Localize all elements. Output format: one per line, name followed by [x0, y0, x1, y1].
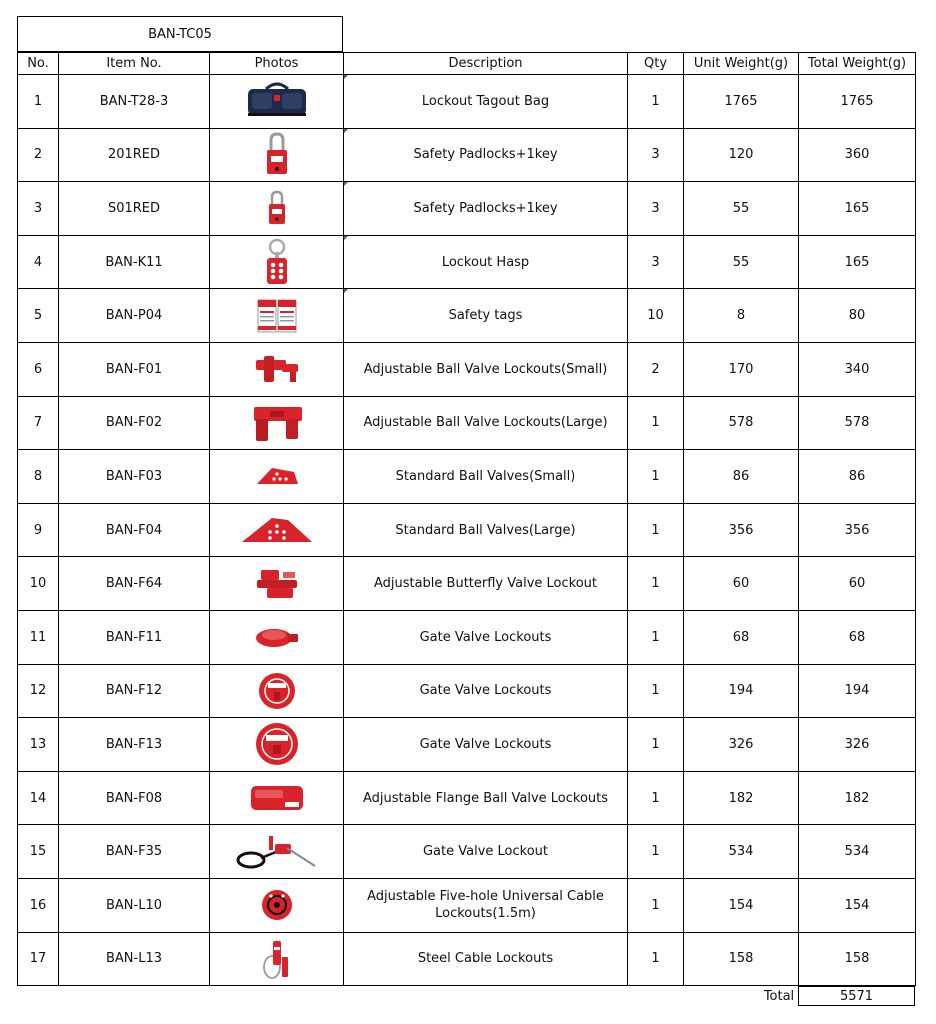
row-item-no: BAN-L10: [59, 878, 210, 932]
table-row: [18, 932, 916, 986]
table-row: [18, 450, 916, 504]
row-qty: 1: [628, 396, 684, 450]
row-description: Gate Valve Lockouts: [344, 664, 628, 718]
row-description: Adjustable Ball Valve Lockouts(Large): [344, 396, 628, 450]
row-description: Standard Ball Valves(Small): [344, 450, 628, 504]
header-row: [18, 53, 916, 75]
row-photo: [210, 235, 344, 289]
small-padlock-icon: [265, 188, 289, 228]
table-row: [18, 235, 916, 289]
row-unit-weight: 326: [684, 718, 799, 772]
row-description: Safety tags: [344, 289, 628, 343]
header-unit-weight: Unit Weight(g): [684, 53, 799, 75]
row-item-no: BAN-F13: [59, 718, 210, 772]
row-item-no: BAN-K11: [59, 235, 210, 289]
row-no: 16: [18, 878, 59, 932]
row-qty: 1: [628, 718, 684, 772]
row-no: 17: [18, 932, 59, 986]
row-total-weight: 356: [799, 503, 916, 557]
row-no: 4: [18, 235, 59, 289]
row-photo: [210, 557, 344, 611]
table-row: [18, 182, 916, 236]
row-photo: [210, 932, 344, 986]
row-photo: [210, 396, 344, 450]
row-total-weight: 182: [799, 771, 916, 825]
header-description: Description: [344, 53, 628, 75]
row-unit-weight: 1765: [684, 75, 799, 129]
row-item-no: BAN-F03: [59, 450, 210, 504]
gate-valve-medium-icon: [256, 670, 298, 712]
row-photo: [210, 289, 344, 343]
row-photo: [210, 664, 344, 718]
table-row: [18, 610, 916, 664]
row-no: 10: [18, 557, 59, 611]
tags-icon: [256, 297, 298, 335]
row-unit-weight: 86: [684, 450, 799, 504]
row-description: Standard Ball Valves(Large): [344, 503, 628, 557]
row-qty: 1: [628, 771, 684, 825]
row-description: Lockout Tagout Bag: [344, 75, 628, 129]
row-photo: [210, 75, 344, 129]
row-description: Adjustable Flange Ball Valve Lockouts: [344, 771, 628, 825]
row-photo: [210, 825, 344, 879]
row-item-no: S01RED: [59, 182, 210, 236]
row-qty: 2: [628, 342, 684, 396]
row-item-no: 201RED: [59, 128, 210, 182]
row-qty: 3: [628, 182, 684, 236]
ball-valve-small-icon: [252, 352, 302, 386]
row-total-weight: 1765: [799, 75, 916, 129]
row-no: 3: [18, 182, 59, 236]
row-total-weight: 326: [799, 718, 916, 772]
row-description: Gate Valve Lockouts: [344, 610, 628, 664]
row-photo: [210, 128, 344, 182]
row-unit-weight: 60: [684, 557, 799, 611]
row-qty: 3: [628, 235, 684, 289]
row-item-no: BAN-P04: [59, 289, 210, 343]
row-no: 5: [18, 289, 59, 343]
row-qty: 1: [628, 503, 684, 557]
row-item-no: BAN-F08: [59, 771, 210, 825]
standard-valve-small-icon: [254, 464, 300, 488]
row-item-no: BAN-F64: [59, 557, 210, 611]
row-unit-weight: 578: [684, 396, 799, 450]
items-table: [17, 52, 916, 986]
gate-valve-large-icon: [254, 721, 300, 767]
row-description: Gate Valve Lockouts: [344, 718, 628, 772]
row-description: Safety Padlocks+1key: [344, 182, 628, 236]
row-photo: [210, 610, 344, 664]
bag-icon: [242, 81, 312, 121]
row-unit-weight: 8: [684, 289, 799, 343]
row-unit-weight: 154: [684, 878, 799, 932]
row-total-weight: 80: [799, 289, 916, 343]
row-item-no: BAN-F12: [59, 664, 210, 718]
row-total-weight: 165: [799, 182, 916, 236]
flange-valve-icon: [247, 782, 307, 814]
table-row: [18, 878, 916, 932]
row-photo: [210, 718, 344, 772]
row-item-no: BAN-F04: [59, 503, 210, 557]
row-total-weight: 578: [799, 396, 916, 450]
row-qty: 1: [628, 664, 684, 718]
padlock-icon: [262, 132, 292, 178]
row-unit-weight: 182: [684, 771, 799, 825]
row-total-weight: 68: [799, 610, 916, 664]
row-qty: 1: [628, 878, 684, 932]
row-unit-weight: 170: [684, 342, 799, 396]
row-description: Steel Cable Lockouts: [344, 932, 628, 986]
row-unit-weight: 55: [684, 235, 799, 289]
row-item-no: BAN-L13: [59, 932, 210, 986]
row-total-weight: 86: [799, 450, 916, 504]
row-photo: [210, 503, 344, 557]
row-photo: [210, 878, 344, 932]
row-item-no: BAN-T28-3: [59, 75, 210, 129]
row-no: 11: [18, 610, 59, 664]
row-description: Lockout Hasp: [344, 235, 628, 289]
row-description: Adjustable Five-hole Universal Cable Lockouts(1.5m): [344, 878, 628, 932]
kit-title: BAN-TC05: [17, 16, 343, 52]
gate-valve-cable-icon: [235, 832, 319, 872]
row-qty: 3: [628, 128, 684, 182]
table-row: [18, 503, 916, 557]
row-total-weight: 154: [799, 878, 916, 932]
header-item-no: Item No.: [59, 53, 210, 75]
row-photo: [210, 450, 344, 504]
row-total-weight: 360: [799, 128, 916, 182]
row-total-weight: 60: [799, 557, 916, 611]
header-photos: Photos: [210, 53, 344, 75]
standard-valve-large-icon: [240, 514, 314, 546]
row-item-no: BAN-F01: [59, 342, 210, 396]
ball-valve-large-icon: [248, 403, 306, 443]
header-no: No.: [18, 53, 59, 75]
row-qty: 1: [628, 75, 684, 129]
total-value: 5571: [798, 986, 915, 1006]
steel-cable-icon: [260, 937, 294, 981]
row-unit-weight: 55: [684, 182, 799, 236]
total-label: Total: [763, 988, 795, 1004]
row-photo: [210, 182, 344, 236]
table-row: [18, 128, 916, 182]
row-description: Adjustable Ball Valve Lockouts(Small): [344, 342, 628, 396]
row-photo: [210, 342, 344, 396]
row-total-weight: 165: [799, 235, 916, 289]
row-no: 6: [18, 342, 59, 396]
row-total-weight: 194: [799, 664, 916, 718]
table-row: [18, 396, 916, 450]
table-row: [18, 718, 916, 772]
row-no: 15: [18, 825, 59, 879]
hasp-icon: [264, 238, 290, 286]
row-qty: 1: [628, 825, 684, 879]
row-qty: 1: [628, 557, 684, 611]
row-item-no: BAN-F02: [59, 396, 210, 450]
row-no: 2: [18, 128, 59, 182]
table-row: [18, 342, 916, 396]
header-total-weight: Total Weight(g): [799, 53, 916, 75]
row-description: Safety Padlocks+1key: [344, 128, 628, 182]
row-unit-weight: 158: [684, 932, 799, 986]
row-qty: 1: [628, 932, 684, 986]
row-item-no: BAN-F11: [59, 610, 210, 664]
gate-valve-small-icon: [252, 624, 302, 650]
row-no: 1: [18, 75, 59, 129]
row-no: 13: [18, 718, 59, 772]
table-row: [18, 664, 916, 718]
table-row: [18, 771, 916, 825]
table-row: [18, 825, 916, 879]
row-no: 14: [18, 771, 59, 825]
butterfly-valve-icon: [253, 566, 301, 602]
row-qty: 10: [628, 289, 684, 343]
table-row: [18, 289, 916, 343]
row-no: 9: [18, 503, 59, 557]
row-total-weight: 534: [799, 825, 916, 879]
table-row: [18, 75, 916, 129]
row-unit-weight: 120: [684, 128, 799, 182]
row-description: Adjustable Butterfly Valve Lockout: [344, 557, 628, 611]
row-unit-weight: 194: [684, 664, 799, 718]
row-qty: 1: [628, 610, 684, 664]
row-unit-weight: 68: [684, 610, 799, 664]
row-qty: 1: [628, 450, 684, 504]
row-total-weight: 158: [799, 932, 916, 986]
header-qty: Qty: [628, 53, 684, 75]
row-unit-weight: 534: [684, 825, 799, 879]
row-no: 7: [18, 396, 59, 450]
table-row: [18, 557, 916, 611]
row-no: 12: [18, 664, 59, 718]
row-no: 8: [18, 450, 59, 504]
row-photo: [210, 771, 344, 825]
row-description: Gate Valve Lockout: [344, 825, 628, 879]
cable-lockout-icon: [259, 887, 295, 923]
row-item-no: BAN-F35: [59, 825, 210, 879]
row-total-weight: 340: [799, 342, 916, 396]
row-unit-weight: 356: [684, 503, 799, 557]
